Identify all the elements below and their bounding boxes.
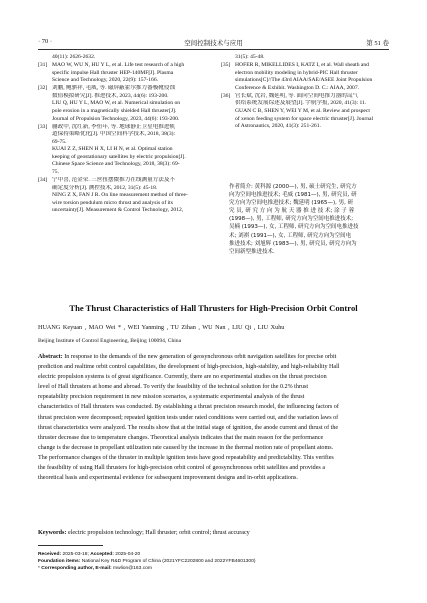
reference-line: 蒯政中, 沈红新, 李恒年, 等. 地球静止卫星电推进轨 xyxy=(52,123,176,130)
volume-label: 第 51 卷 xyxy=(366,40,389,47)
reference-number: [34] xyxy=(38,177,48,184)
reference-entry xyxy=(38,85,212,123)
abstract-text: thrust characteristics were analyzed. The results show that at the initial stage of ignition, the anode current and thrust of the xyxy=(38,424,339,431)
reference-number: [31] xyxy=(38,61,48,68)
reference-line: Conference & Exhibit. Washington D. C.: AIAA, 2007. xyxy=(235,84,360,91)
footnote-foundation xyxy=(38,559,255,564)
reference-line: HOFER R, MIKELLIDES I, KATZ I, et al. Wall sheath and xyxy=(235,61,369,68)
abstract-line xyxy=(38,443,389,453)
keywords-text: electric propulsion technology; Hall thruster; orbit control; thrust accuracy xyxy=(67,530,250,536)
reference-line: electron mobility modeling in hybrid-PIC Hall thruster xyxy=(235,69,358,76)
abstract-line xyxy=(38,402,389,412)
reference-number: [32] xyxy=(38,85,48,92)
abstract-text: change is the decrease in propellant utilization rate caused by the increase in the thermal motion rate of propellant atoms. xyxy=(38,444,334,451)
reference-line: keeping of geostationary satellites by electric propulsion[J]. xyxy=(52,153,186,160)
abstract-line xyxy=(38,473,389,483)
author-bio-line: 作者简介: 黄科源 (2000—), 男, 硕士研究生, 研究方 xyxy=(229,184,357,190)
english-affiliation: Beijing Institute of Control Engineering, Beijing 100094, China xyxy=(38,338,182,344)
abstract-line xyxy=(38,362,389,372)
reference-number: [33] xyxy=(38,123,48,130)
received-label: Received: xyxy=(38,552,62,557)
reference-number: [35] xyxy=(221,61,231,68)
abstract-line xyxy=(38,433,389,443)
reference-line: specific impulse Hall thruster HEP-140MF[J]. Plasma xyxy=(52,69,174,76)
reference-line: Science and Technology, 2020, 22(9): 157-166. xyxy=(52,77,159,84)
accepted-label: Accepted: xyxy=(90,552,114,557)
author-bio-line: 向为空间电推进技术; 毛威 (1981—), 男, 研究员, 研 xyxy=(229,192,357,199)
english-keywords xyxy=(38,530,250,536)
reference-line: NING Z X, FAN J R. On line measurement method of three- xyxy=(52,192,188,199)
abstract-text: In response to the demands of the new generation of geosynchronous orbit navigation satellites for precise orbit xyxy=(64,354,337,360)
abstract-text: prediction and realtime orbit control capabilities, the development of high-precision, high-stability, and high-reliability Hall xyxy=(38,364,340,371)
accepted-date: 2025-04-20 xyxy=(115,552,141,557)
reference-line: simulations[C]//The 43rd AIAA/SAE/ASEE Joint Propulsion xyxy=(235,77,373,84)
corresponding-mark: * xyxy=(38,566,40,571)
reference-line: uncertainty[J]. Measurement & Control Technology, 2012, xyxy=(52,207,184,214)
corresponding-email[interactable]: mwlion@163.com xyxy=(113,566,152,571)
reference-line: 官长斌, 沈岩, 魏延明, 等. 面向空间电推力器的氙气 xyxy=(235,92,359,99)
reference-line: LIU Q, HU Y L, MAO W, et al. Numerical simulation on xyxy=(52,100,181,107)
author-bio-line: (1998—), 男, 工程师, 研究方向为空间电推进技术; xyxy=(229,216,354,223)
reference-entry xyxy=(38,177,212,215)
footnote-divider xyxy=(38,545,103,546)
reference-line: 数值模拟研究[J]. 推进技术, 2023, 44(6): 193-200. xyxy=(52,92,169,99)
reference-line: MAO W, WU N, HU Y L, et al. Life test research of a high xyxy=(52,61,185,68)
reference-line: GUAN C B, SHEN Y, WEI Y M, et al. Review and prospect xyxy=(235,107,370,114)
foundation-text: National Key R&D Program of China (2021YFC2202800 and 2022YFB4601300) xyxy=(81,559,256,564)
reference-line: 道保持策略优化[J]. 中国空间科学技术, 2018, 38(3): xyxy=(52,131,176,138)
abstract-line xyxy=(38,453,389,463)
reference-line: 供给系统发展综述及展望[J]. 宇航学报, 2020, 41(3): 11. xyxy=(235,100,367,107)
reference-line: 69-75. xyxy=(52,138,67,145)
reference-line: 刘鹏, 鲍骐祥, 毛威, 等. 磁屏蔽霍尔推力器极靴侵蚀 xyxy=(52,85,176,92)
english-abstract xyxy=(38,352,389,483)
reference-line: 宁中喜, 范金荣. 三丝扭摆微推力在线测量方法及不 xyxy=(52,177,176,184)
reference-line: wire torsion pendulum micro thrust and analysis of its xyxy=(52,199,173,206)
reference-line: 31(5): 45-48. xyxy=(235,54,265,60)
reference-entry xyxy=(38,62,212,85)
reference-line: Journal of Propulsion Technology, 2023, 44(6): 193-200. xyxy=(52,115,180,122)
abstract-label: Abstract: xyxy=(38,354,63,360)
abstract-line xyxy=(38,392,389,402)
header-divider xyxy=(38,49,389,50)
abstract-line xyxy=(38,382,389,392)
english-authors: HUANG Keyuan , MAO Wei * , WEI Yanming , TU Zihan , WU Nan , LIU Qi , LIU Xuhu xyxy=(38,324,285,331)
reference-line: 40(11): 2626-2632. xyxy=(52,54,96,60)
abstract-text: level of Hall thrusters at home and abroad. To verify the feasibility of the technical solution for the 0.2% thrust xyxy=(38,384,309,391)
author-bio-line: 术; 刘祺 (1991—), 女, 工程师, 研究方向为空间电 xyxy=(229,232,352,239)
abstract-line xyxy=(38,413,389,423)
english-title: The Thrust Characteristics of Hall Thrusters for High-Precision Orbit Control xyxy=(69,303,358,313)
abstract-line xyxy=(38,352,389,362)
abstract-text: thruster decrease due to temperature changes. Theoretical analysis indicates that the main reason for the performance xyxy=(38,434,324,441)
abstract-text: the feasibility of using Hall thrusters for high-precision orbit control of geosynchronous orbit satellites and provides a xyxy=(38,465,326,472)
author-bio-line: 吴楠 (1993—), 女, 工程师, 研究方向为空间电推进技 xyxy=(229,224,359,231)
reference-line: of Astronautics, 2020, 41(3): 251-261. xyxy=(235,123,321,130)
author-bio-line: 究 员, 研 究 方 向 为 航 天 器 推 进 技 术; 涂 子 蓉 xyxy=(229,208,355,215)
keywords-label: Keywords: xyxy=(38,530,67,536)
abstract-text: The performance changes of the thruster in multiple ignition tests have good repeatability and predictability. This verifies xyxy=(38,454,334,461)
reference-line: of xenon feeding system for space electric thruster[J]. Journal xyxy=(235,115,374,122)
reference-number: [36] xyxy=(221,92,231,99)
reference-line: Chinese Space Science and Technology, 2018, 38(3): 69- xyxy=(52,161,180,168)
references-left-column xyxy=(38,54,212,215)
abstract-text: electric propulsion systems is of great significance. Currently, there are no experimental studies on the thrust precision xyxy=(38,374,327,381)
page-number: · 70 · xyxy=(38,38,53,45)
author-bio-line: 究方向为空间电推进技术; 魏延明 (1965—), 男, 研 xyxy=(229,200,354,207)
abstract-text: thrust precision were decomposed; repeated ignition tests under rated conditions were carried out, and the variation laws of xyxy=(38,414,339,421)
corresponding-label: Corresponding author, E-mail: xyxy=(41,566,112,571)
abstract-text: theoretical basis and experimental evidence for subsequent improvement designs and in-orbit applications. xyxy=(38,475,298,482)
reference-line: pole erosion in a magnetically shielded Hall thruster[J]. xyxy=(52,107,177,114)
reference-line: 75. xyxy=(52,169,59,176)
abstract-line xyxy=(38,372,389,382)
received-date: 2025-03-18; xyxy=(62,552,89,557)
footnote-dates xyxy=(38,552,140,557)
reference-entry xyxy=(221,54,389,62)
author-biographies xyxy=(229,183,389,256)
reference-entry xyxy=(221,93,389,131)
abstract-text: characteristics of Hall thrusters was conducted. By establishing a thrust precision research model, the influencing factors of xyxy=(38,404,339,411)
journal-title: 空间控制技术与应用 xyxy=(184,40,243,47)
reference-line: 确定度分析[J]. 测控技术, 2012, 31(5): 45-18. xyxy=(52,184,158,191)
abstract-text: repeatability precision requirement in new mission scenarios, a systematic experimental analysis of the thrust xyxy=(38,394,305,401)
references-right-column xyxy=(221,54,389,131)
footnote-corresponding xyxy=(38,566,152,571)
author-bio-line: 推进技术; 刘旭辉 (1983—), 男, 研究员, 研究方向为 xyxy=(229,240,357,247)
abstract-line xyxy=(38,423,389,433)
reference-entry xyxy=(221,62,389,92)
foundation-label: Foundation items: xyxy=(38,559,81,564)
author-bio-line: 空间新型推进技术. xyxy=(229,248,275,255)
reference-line: KUAI Z Z, SHEN H X, LI H N, et al. Optimal station xyxy=(52,146,173,153)
reference-entry xyxy=(38,124,212,177)
reference-entry xyxy=(38,54,212,62)
abstract-line xyxy=(38,463,389,473)
